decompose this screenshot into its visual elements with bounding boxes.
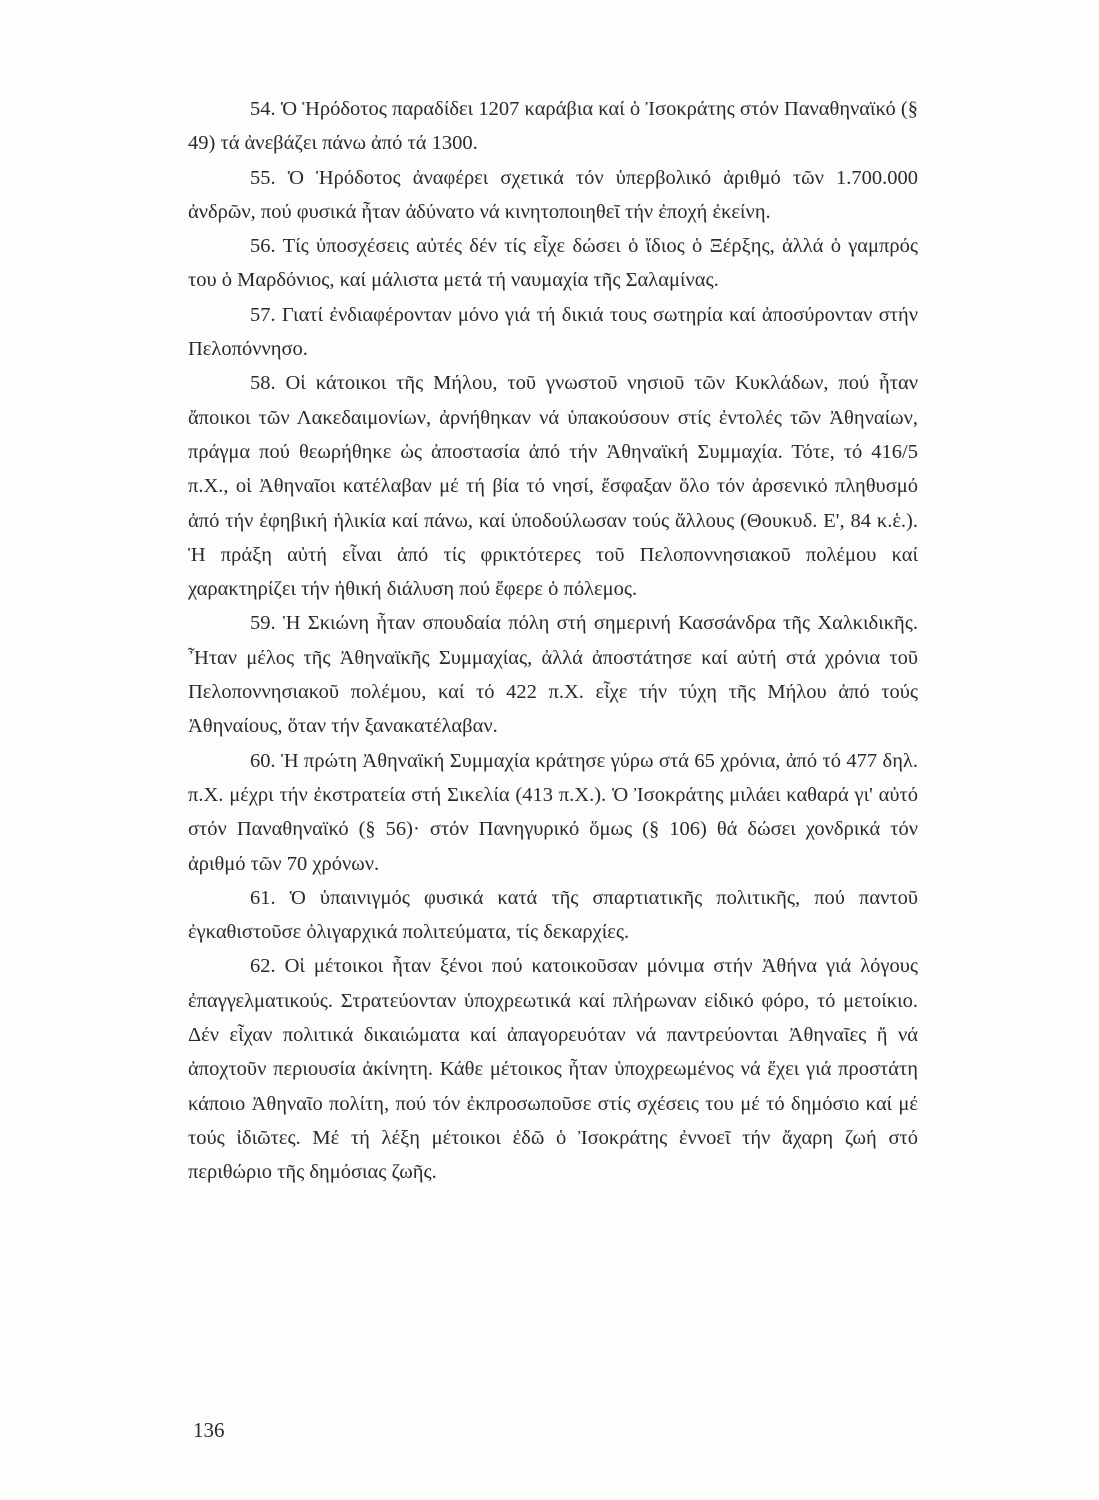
note-57: 57. Γιατί ἐνδιαφέρονταν μόνο γιά τή δικιά τους σωτηρία καί ἀποσύρονταν στήν Πελοπόννησο. [188,303,918,361]
notes-text-block [188,92,918,1190]
note-58: 58. Οἱ κάτοικοι τῆς Μήλου, τοῦ γνωστοῦ νησιοῦ τῶν Κυκλάδων, πού ἦταν ἄποικοι τῶν Λακεδαιμονίων, ἀρνήθηκαν νά ὑπακούσουν στίς ἐντολές τῶν Ἀθηναίων, πράγμα πού θεωρήθηκε ὡς ἀποστασία ἀπό τήν Ἀθηναϊκή Συμμαχία. Τότε, τό 416/5 π.Χ., οἱ Ἀθηναῖοι κατέλαβαν μέ τή βία τό νησί, ἔσφαξαν ὅλο τόν ἀρσενικό πληθυσμό ἀπό τήν ἐφηβική ἡλικία καί πάνω, καί ὑποδούλωσαν τούς ἄλλους (Θουκυδ. Ε', 84 κ.ἑ.). Ἡ πράξη αὐτή εἶναι ἀπό τίς φρικτότερες τοῦ Πελοποννησιακοῦ πολέμου καί χαρακτηρίζει τήν ἠθική διάλυση πού ἔφερε ὁ πόλεμος. [188,372,918,601]
note-56: 56. Τίς ὑποσχέσεις αὐτές δέν τίς εἶχε δώσει ὁ ἴδιος ὁ Ξέρξης, ἀλλά ὁ γαμπρός του ὁ Μαρδόνιος, καί μάλιστα μετά τή ναυμαχία τῆς Σαλαμίνας. [188,235,918,292]
note-61: 61. Ὁ ὑπαινιγμός φυσικά κατά τῆς σπαρτιατικῆς πολιτικῆς, πού παντοῦ ἐγκαθιστοῦσε ὀλιγαρχικά πολιτεύματα, τίς δεκαρχίες. [188,886,918,944]
note-60: 60. Ἡ πρώτη Ἀθηναϊκή Συμμαχία κράτησε γύρω στά 65 χρόνια, ἀπό τό 477 δηλ. π.Χ. μέχρι τήν ἐκστρατεία στή Σικελία (413 π.Χ.). Ὁ Ἰσοκράτης μιλάει καθαρά γι' αὐτό στόν Παναθηναϊκό (§ 56)· στόν Πανηγυρικό ὅμως (§ 106) θά δώσει χονδρικά τόν ἀριθμό τῶν 70 χρόνων. [188,749,918,875]
note-59: 59. Ἡ Σκιώνη ἦταν σπουδαία πόλη στή σημερινή Κασσάνδρα τῆς Χαλκιδικῆς. Ἦταν μέλος τῆς Ἀθηναϊκῆς Συμμαχίας, ἀλλά ἀποστάτησε καί αὐτή στά χρόνια τοῦ Πελοποννησιακοῦ πολέμου, καί τό 422 π.Χ. εἶχε τήν τύχη τῆς Μήλου ἀπό τούς Ἀθηναίους, ὅταν τήν ξανακατέλαβαν. [188,612,918,738]
page-number: 136 [193,1418,225,1442]
note-55: 55. Ὁ Ἡρόδοτος ἀναφέρει σχετικά τόν ὑπερβολικό ἀριθμό τῶν 1.700.000 ἀνδρῶν, πού φυσικά ἦταν ἀδύνατο νά κινητοποιηθεῖ τήν ἐποχή ἐκείνη. [188,166,918,223]
note-54: 54. Ὁ Ἡρόδοτος παραδίδει 1207 καράβια καί ὁ Ἰσοκράτης στόν Παναθηναϊκό (§ 49) τά ἀνεβάζει πάνω ἀπό τά 1300. [188,98,918,155]
note-62: 62. Οἱ μέτοικοι ἦταν ξένοι πού κατοικοῦσαν μόνιμα στήν Ἀθήνα γιά λόγους ἐπαγγελματικούς. Στρατεύονταν ὑποχρεωτικά καί πλήρωναν εἰδικό φόρο, τό μετοίκιο. Δέν εἶχαν πολιτικά δικαιώματα καί ἀπαγορευόταν νά παντρεύονται Ἀθηναῖες ἤ νά ἀποχτοῦν περιουσία ἀκίνητη. Κάθε μέτοικος ἦταν ὑποχρεωμένος νά ἔχει γιά προστάτη κάποιο Ἀθηναῖο πολίτη, πού τόν ἐκπροσωποῦσε στίς σχέσεις του μέ τό δημόσιο καί μέ τούς ἰδιῶτες. Μέ τή λέξη μέτοικοι ἐδῶ ὁ Ἰσοκράτης ἐννοεῖ τήν ἄχαρη ζωή στό περιθώριο τῆς δημόσιας ζωῆς. [188,955,918,1184]
